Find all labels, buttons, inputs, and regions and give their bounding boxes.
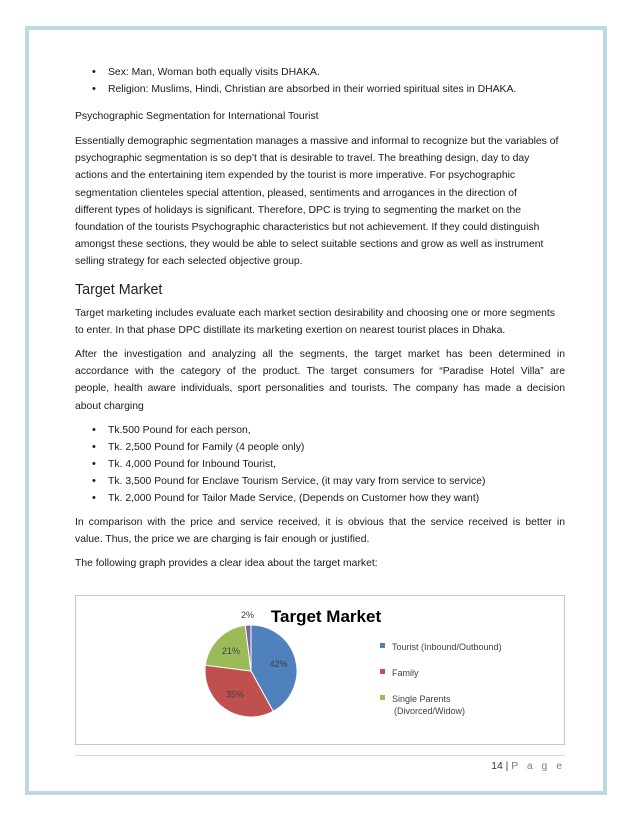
slice-data-label: 42% xyxy=(269,658,288,669)
list-item: • Tk.500 Pound for each person, xyxy=(75,422,565,439)
legend-swatch xyxy=(380,669,385,674)
target-intro-paragraph xyxy=(75,305,565,339)
section-heading-target-market: Target Market xyxy=(75,282,163,299)
legend-label: Tourist (Inbound/Outbound) xyxy=(392,642,502,652)
psychographic-title: Psychographic Segmentation for International Tourist xyxy=(75,111,319,123)
slice-data-label: 35% xyxy=(225,689,244,700)
legend-label: Family xyxy=(392,668,419,678)
paragraph-line: After the investigation and analyzing all the segments, the target market has been determined in xyxy=(75,349,565,361)
legend-swatch xyxy=(380,695,385,700)
paragraph-line: value. Thus, the price we are charging is fair enough or justified. xyxy=(75,534,370,546)
graph-intro: The following graph provides a clear idea about the target market: xyxy=(75,558,378,570)
page-footer xyxy=(430,761,565,772)
legend-swatch xyxy=(380,643,385,648)
list-item: • Tk. 4,000 Pound for Inbound Tourist, xyxy=(75,456,565,473)
legend-label-line2: (Divorced/Widow) xyxy=(394,706,466,716)
legend-label: Single Parents xyxy=(392,694,451,704)
paragraph-line: selling strategy for each selected objective group. xyxy=(75,255,303,267)
paragraph-line: actions and the entertaining item expended by the tourist is more imperative. For psychographic xyxy=(75,170,516,182)
slice-data-label: 2% xyxy=(240,609,254,620)
page-number: 14 xyxy=(491,761,503,772)
investigation-paragraph xyxy=(75,346,565,414)
pie-chart xyxy=(76,596,564,744)
demographic-bullet-list xyxy=(75,64,565,98)
list-item: • Religion: Muslims, Hindi, Christian are absorbed in their worried spiritual sites in DHAKA. xyxy=(75,81,565,98)
paragraph-line: accordance with the category of the product. The target consumers for “Paradise Hotel Villa” are xyxy=(75,366,565,378)
document-body xyxy=(75,64,565,572)
comparison-paragraph xyxy=(75,514,565,548)
footer-separator: | xyxy=(505,761,509,772)
paragraph-line: psychographic segmentation is so dep’t that is desirable to travel. The breathing design, day to day xyxy=(75,153,530,165)
paragraph-line: different types of holidays is significant. Therefore, DPC is trying to segmenting the market on the xyxy=(75,204,522,216)
chart-title: Target Market xyxy=(270,607,382,626)
list-item: • Sex: Man, Woman both equally visits DHAKA. xyxy=(75,64,565,81)
paragraph-line: In comparison with the price and service received, it is obvious that the service received is better in xyxy=(75,517,565,529)
paragraph-line: segmentation clienteles special attention, pleased, sentiments and arrogances in the direction of xyxy=(75,187,517,199)
footer-divider xyxy=(75,755,565,756)
paragraph-line: Essentially demographic segmentation manages a massive and informal to recognize but the variables of xyxy=(75,136,559,148)
price-bullet-list xyxy=(75,422,565,507)
paragraph-line: foundation of the tourists Psychographic characteristics but not achievement. If they could distinguish xyxy=(75,221,540,233)
paragraph-line: Target marketing includes evaluate each market section desirability and choosing one or more segments xyxy=(75,308,555,320)
list-item: • Tk. 2,000 Pound for Tailor Made Service, (Depends on Customer how they want) xyxy=(75,490,565,507)
chart-container xyxy=(75,595,565,745)
paragraph-line: to enter. In that phase DPC distillate its marketing exertion on nearest tourist places in Dhaka. xyxy=(75,325,506,337)
paragraph-line: about charging xyxy=(75,400,144,412)
page-word: P a g e xyxy=(511,761,565,772)
slice-data-label: 21% xyxy=(221,645,240,656)
psychographic-paragraph xyxy=(75,133,565,270)
list-item: • Tk. 2,500 Pound for Family (4 people only) xyxy=(75,439,565,456)
list-item: • Tk. 3,500 Pound for Enclave Tourism Service, (it may vary from service to service) xyxy=(75,473,565,490)
paragraph-line: people, health aware individuals, sport personalities and tourists. The company has made a decision xyxy=(75,383,565,395)
paragraph-line: amongst these sections, they would be able to select suitable sections and grow as well as instrument xyxy=(75,238,544,250)
